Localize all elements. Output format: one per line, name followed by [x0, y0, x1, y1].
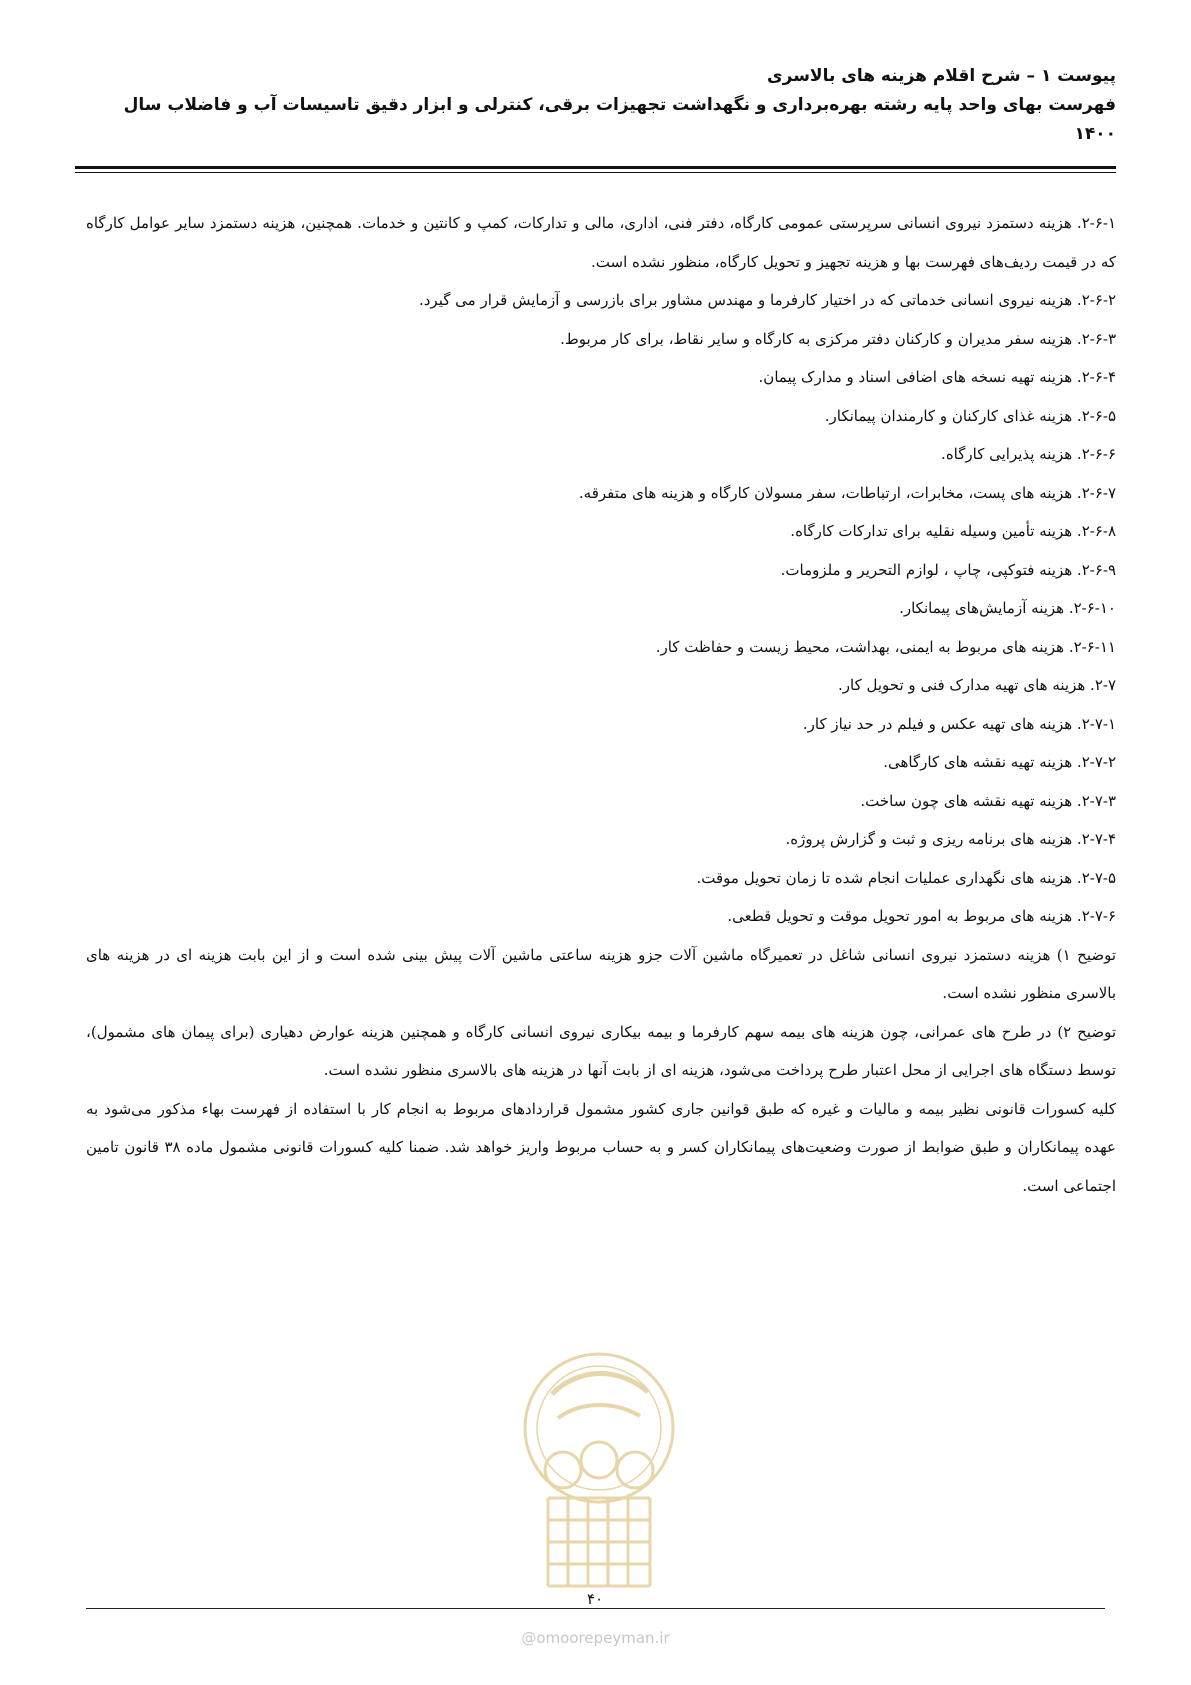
header-rule-thin	[75, 172, 1116, 173]
paragraph-2-7-6: ۲-۷-۶. هزینه های مربوط به امور تحویل موقت و تحویل قطعی.	[727, 907, 1116, 925]
paragraph-2-7-2: ۲-۷-۲. هزینه تهیه نقشه های کارگاهی.	[883, 753, 1116, 771]
watermark-handle: @omoorepeyman.ir	[521, 1629, 670, 1647]
header-year: ۱۴۰۰	[1074, 124, 1116, 144]
page-number: ۴۰	[586, 1590, 604, 1608]
paragraph-2-6-1: ۲-۶-۱. هزینه دستمزد نیروی انسانی سرپرستی عمومی کارگاه، دفتر فنی، اداری، مالی و تدارکات، کمپ و کانتین و خدمات. همچنین، هزینه دستمزد سایر عوامل کارگاه که در قیمت ردیف‌های فهرست بها و هزینه تجهیز و تحویل کارگاه، منظور نشده است.	[86, 214, 1116, 271]
paragraph-2-6-3: ۲-۶-۳. هزینه سفر مدیران و کارکنان دفتر مرکزی به کارگاه و سایر نقاط، برای کار مربوط.	[560, 329, 1116, 348]
paragraph-2-6-9: ۲-۶-۹. هزینه فتوکپی، چاپ ، لوازم التحریر و ملزومات.	[780, 560, 1116, 579]
document-header	[75, 62, 1116, 149]
seal-logo	[508, 1348, 690, 1608]
paragraph-2-6-8: ۲-۶-۸. هزینه تأمین وسیله نقلیه برای تدارکات کارگاه.	[790, 522, 1116, 540]
paragraph-2-6-4: ۲-۶-۴. هزینه تهیه نسخه های اضافی اسناد و مدارک پیمان.	[758, 368, 1116, 386]
paragraph-2-6-5: ۲-۶-۵. هزینه غذای کارکنان و کارمندان پیمانکار.	[824, 406, 1116, 425]
note-2: توضیح ۲) در طرح های عمرانی، چون هزینه های بیمه سهم کارفرما و بیمه بیکاری نیروی انسانی کارگاه و همچنین هزینه عوارض دهیاری (برای پیمان های مشمول)، توسط دستگاه های اجرایی از محل اعتبار طرح پرداخت می‌شود، هزینه ای از بابت آنها در هزینه های بالاسری منظور نشده است.	[86, 1022, 1116, 1079]
header-title: پیوست ۱ – شرح اقلام هزینه های بالاسری	[767, 66, 1116, 86]
document-body	[86, 204, 1116, 1205]
footer-rule	[86, 1608, 1105, 1609]
paragraph-2-7-3: ۲-۷-۳. هزینه تهیه نقشه های چون ساخت.	[860, 791, 1116, 810]
paragraph-2-7-5: ۲-۷-۵. هزینه های نگهداری عملیات انجام شده تا زمان تحویل موقت.	[696, 868, 1116, 887]
header-subtitle: فهرست بهای واحد پایه رشته بهره‌برداری و نگهداشت تجهیزات برقی، کنترلی و ابزار دقیق تاسیسات آب و فاضلاب سال	[123, 95, 1116, 115]
paragraph-2-7-4: ۲-۷-۴. هزینه های برنامه ریزی و ثبت و گزارش پروژه.	[785, 830, 1116, 848]
paragraph-2-7-1: ۲-۷-۱. هزینه های تهیه عکس و فیلم در حد نیاز کار.	[802, 714, 1116, 733]
paragraph-2-6-2: ۲-۶-۲. هزینه نیروی انسانی خدماتی که در اختیار کارفرما و مهندس مشاور برای بازرسی و آزمایش قرار می گیرد.	[418, 291, 1116, 309]
paragraph-2-6-7: ۲-۶-۷. هزینه های پست، مخابرات، ارتباطات، سفر مسولان کارگاه و هزینه های متفرقه.	[578, 483, 1116, 502]
legal-deductions-paragraph: کلیه کسورات قانونی نظیر بیمه و مالیات و غیره که طبق قوانین جاری کشور مشمول قراردادهای مربوط به انجام کار با استفاده از فهرست بهاء مذکور می‌شود به عهده پیمانکاران و طبق ضوابط از صورت وضعیت‌های پیمانکاران کسر و به حساب مربوط واریز خواهد شد. ضمنا کلیه کسورات قانونی مشمول ماده ۳۸ قانون تامین اجتماعی است.	[86, 1099, 1116, 1195]
paragraph-2-6-11: ۲-۶-۱۱. هزینه های مربوط به ایمنی، بهداشت، محیط زیست و حفاظت کار.	[655, 637, 1116, 656]
paragraph-2-7: ۲-۷. هزینه های تهیه مدارک فنی و تحویل کار.	[838, 676, 1116, 694]
paragraph-2-6-6: ۲-۶-۶. هزینه پذیرایی کارگاه.	[941, 445, 1116, 463]
paragraph-2-6-10: ۲-۶-۱۰. هزینه آزمایش‌های پیمانکار.	[899, 599, 1116, 617]
note-1: توضیح ۱) هزینه دستمزد نیروی انسانی شاغل در تعمیرگاه ماشین آلات جزو هزینه ساعتی ماشین آلات پیش بینی شده است و از این بابت هزینه ای در هزینه های بالاسری منظور نشده است.	[86, 945, 1117, 1002]
header-rule-thick	[75, 166, 1116, 169]
